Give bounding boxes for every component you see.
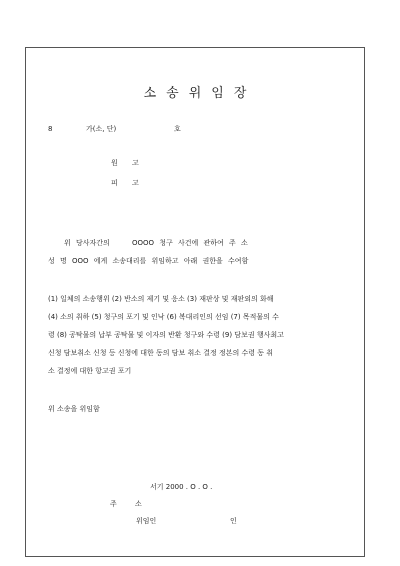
intro-line-2: 성 명 OOO 에게 소송대리를 위임하고 아래 권한을 수여함 <box>48 257 249 265</box>
case-type: 가(소, 단) <box>86 125 117 133</box>
intro-line-1a: 위 당사자간의 <box>64 239 110 247</box>
seal-label: 인 <box>230 517 237 525</box>
delegator-label: 위임인 <box>136 517 157 525</box>
document-date: 서기 2000 . O . O . <box>150 483 213 491</box>
defendant-label: 피 고 <box>111 179 145 187</box>
powers-line-2: (4) 소의 취하 (5) 청구의 포기 및 인낙 (6) 복대리인의 선임 (7) 목적물의 수 <box>48 313 279 321</box>
intro-line-1b: OOOO 청구 사건에 관하여 주 소 <box>132 239 248 247</box>
powers-line-3: 령 (8) 공탁물의 납부 공탁물 및 이자의 반환 청구와 수령 (9) 담보권 행사최고 <box>48 331 284 339</box>
case-number-suffix: 호 <box>174 125 181 133</box>
plaintiff-label: 원 고 <box>111 159 145 167</box>
closing-statement: 위 소송을 위임함 <box>48 405 100 413</box>
powers-line-1: (1) 일체의 소송행위 (2) 반소의 제기 및 응소 (3) 재판상 및 재판외의 화해 <box>48 295 274 303</box>
address-label: 주 소 <box>110 500 150 508</box>
document-page <box>25 47 365 557</box>
case-year: 8 <box>48 125 53 133</box>
powers-line-5: 소 결정에 대한 항고권 포기 <box>48 367 132 375</box>
powers-line-4: 신청 담보취소 신청 등 신청에 대한 동의 담보 취소 결정 정본의 수령 동 취 <box>48 349 274 357</box>
document-title: 소송위임장 <box>143 86 257 101</box>
